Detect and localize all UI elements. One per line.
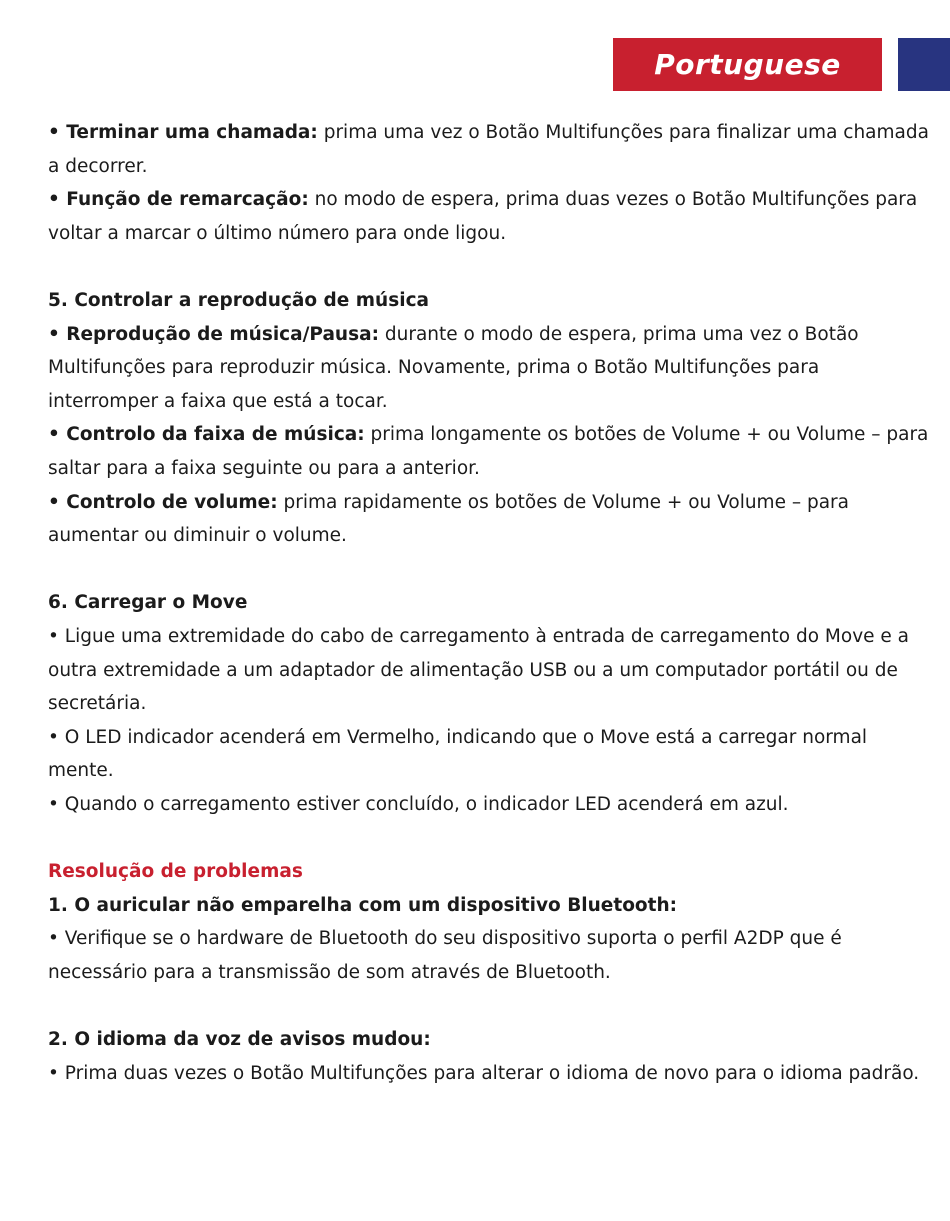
play-pause-text: durante o modo de espera, prima uma vez o Botão Multifunções para reproduzir música. Novamente, prima o Botão Multifunções para interromper a faixa que está a tocar. [48, 323, 859, 412]
end-call-label: • Terminar uma chamada: [48, 122, 318, 143]
troubleshooting-question: 1. O auricular não emparelha com um dispositivo Bluetooth: [48, 894, 678, 916]
track-control-label: • Controlo da faixa de música: [48, 424, 365, 446]
charging-item: • Quando o carregamento estiver concluído, o indicador LED acenderá em azul. [48, 793, 789, 815]
charging-item: • Ligue uma extremidade do cabo de carregamento à entrada de carregamento do Move e a outra extremidade a um adaptador de alimentação USB ou a um computador portátil ou de secretária. [48, 625, 909, 715]
redial-label: • Função de remarcação: [48, 189, 309, 211]
redial-text: no modo de espera, prima duas vezes o Botão Multifunções para voltar a marcar o último número para onde ligou. [48, 189, 918, 244]
redial-paragraph [48, 183, 933, 250]
spacer [48, 553, 933, 587]
troubleshooting-question: 2. O idioma da voz de avisos mudou: [48, 1029, 431, 1051]
charging-heading: 6. Carregar o Move [48, 592, 248, 614]
troubleshooting-answer: • Verifique se o hardware de Bluetooth do seu dispositivo suporta o perfil A2DP que é necessário para a transmissão de som através de Bluetooth. [48, 928, 842, 983]
spacer [48, 821, 933, 855]
manual-content [48, 116, 933, 1090]
play-pause-paragraph [48, 318, 933, 419]
charging-item: • O LED indicador acenderá em Vermelho, indicando que o Move está a carregar normal mente. [48, 726, 868, 782]
music-heading: 5. Controlar a reprodução de música [48, 289, 430, 311]
end-call-paragraph [48, 116, 933, 183]
corner-tab [898, 38, 950, 91]
language-badge: Portuguese [613, 38, 882, 91]
volume-control-paragraph [48, 486, 933, 553]
volume-control-text: prima rapidamente os botões de Volume + ou Volume – para aumentar ou diminuir o volume. [48, 491, 849, 547]
troubleshooting-heading: Resolução de problemas [48, 861, 303, 883]
volume-control-label: • Controlo de volume: [48, 491, 278, 513]
end-call-text: prima uma vez o Botão Multifunções para finalizar uma chamada a decorrer. [48, 122, 929, 177]
spacer [48, 989, 933, 1023]
track-control-text: prima longamente os botões de Volume + ou Volume – para saltar para a faixa seguinte ou para a anterior. [48, 424, 929, 479]
troubleshooting-answer: • Prima duas vezes o Botão Multifunções para alterar o idioma de novo para o idioma padrão. [48, 1062, 920, 1084]
spacer [48, 250, 933, 284]
track-control-paragraph [48, 418, 933, 485]
play-pause-label: • Reprodução de música/Pausa: [48, 323, 379, 345]
